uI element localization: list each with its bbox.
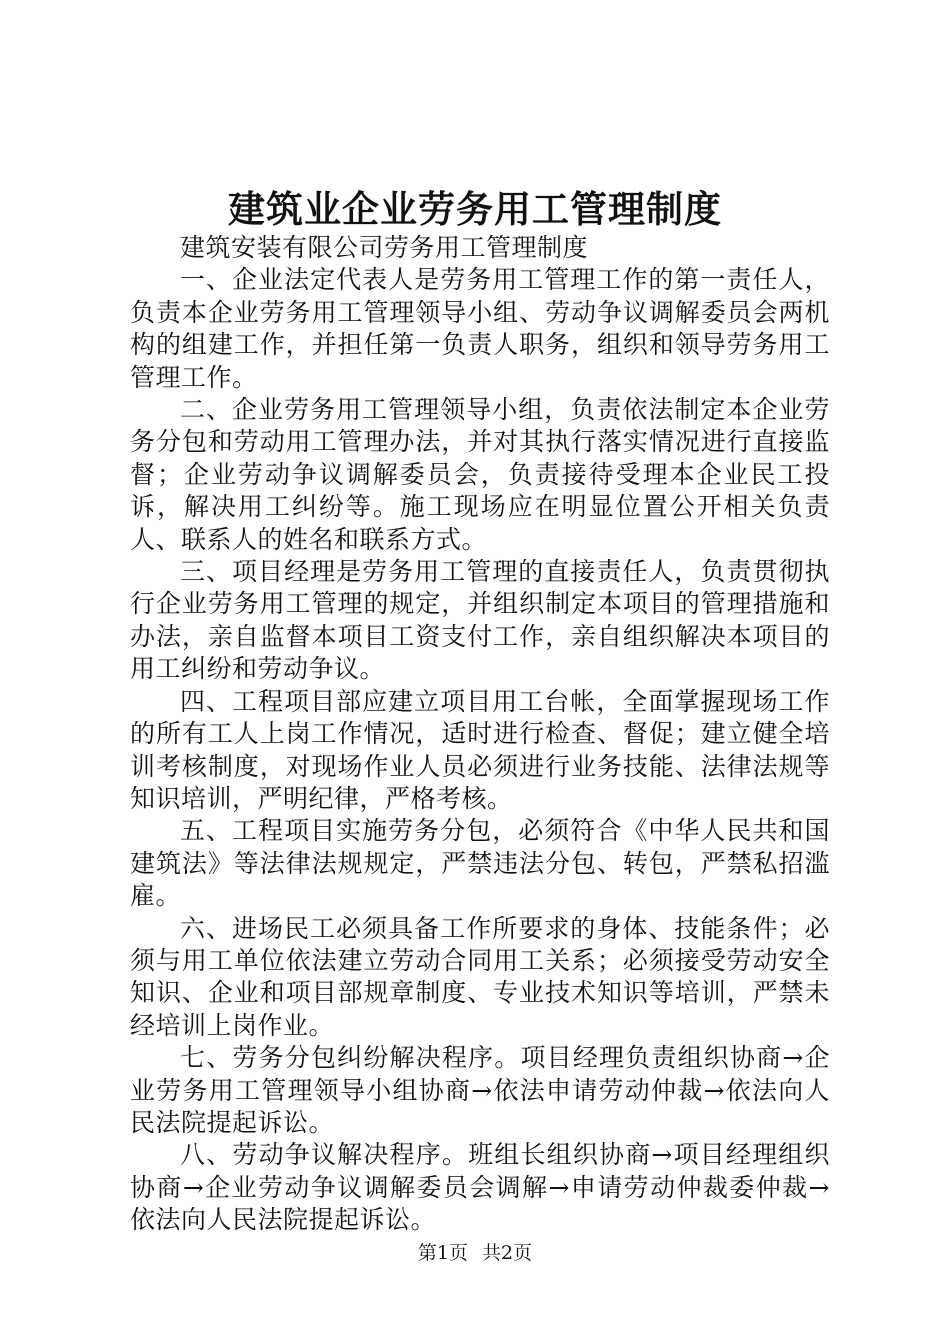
document-subtitle: 建筑安装有限公司劳务用工管理制度 (180, 233, 589, 262)
paragraph-1: 一、企业法定代表人是劳务用工管理工作的第一责任人，负责本企业劳务用工管理领导小组、劳动争议调解委员会两机构的组建工作，并担任第一负责人职务，组织和领导劳务用工管理工作。 (130, 265, 830, 392)
page-total: 共2页 (482, 1242, 533, 1264)
page-footer (0, 1240, 950, 1266)
document-title: 建筑业企业劳务用工管理制度 (228, 187, 722, 231)
paragraph-5: 五、工程项目实施劳务分包，必须符合《中华人民共和国建筑法》等法律法规规定，严禁违法分包、转包，严禁私招滥雇。 (130, 816, 830, 911)
paragraph-4: 四、工程项目部应建立项目用工台帐，全面掌握现场工作的所有工人上岗工作情况，适时进行检查、督促；建立健全培训考核制度，对现场作业人员必须进行业务技能、法律法规等知识培训，严明纪律，严格考核。 (130, 686, 830, 813)
paragraph-3: 三、项目经理是劳务用工管理的直接责任人，负责贯彻执行企业劳务用工管理的规定，并组织制定本项目的管理措施和办法，亲自监督本项目工资支付工作，亲自组织解决本项目的用工纠纷和劳动争议。 (130, 557, 830, 684)
paragraph-6: 六、进场民工必须具备工作所要求的身体、技能条件；必须与用工单位依法建立劳动合同用工关系；必须接受劳动安全知识、企业和项目部规章制度、专业技术知识等培训，严禁未经培训上岗作业。 (130, 913, 830, 1040)
page-number: 第1页 (417, 1242, 468, 1264)
paragraph-2: 二、企业劳务用工管理领导小组，负责依法制定本企业劳务分包和劳动用工管理办法，并对其执行落实情况进行直接监督；企业劳动争议调解委员会，负责接待受理本企业民工投诉，解决用工纠纷等。施工现场应在明显位置公开相关负责人、联系人的姓名和联系方式。 (130, 395, 830, 554)
paragraph-7: 七、劳务分包纠纷解决程序。项目经理负责组织协商→企业劳务用工管理领导小组协商→依法申请劳动仲裁→依法向人民法院提起诉讼。 (130, 1043, 830, 1137)
paragraph-8: 八、劳动争议解决程序。班组长组织协商→项目经理组织协商→企业劳动争议调解委员会调解→申请劳动仲裁委仲裁→依法向人民法院提起诉讼。 (130, 1140, 830, 1235)
document-body (130, 232, 830, 1237)
